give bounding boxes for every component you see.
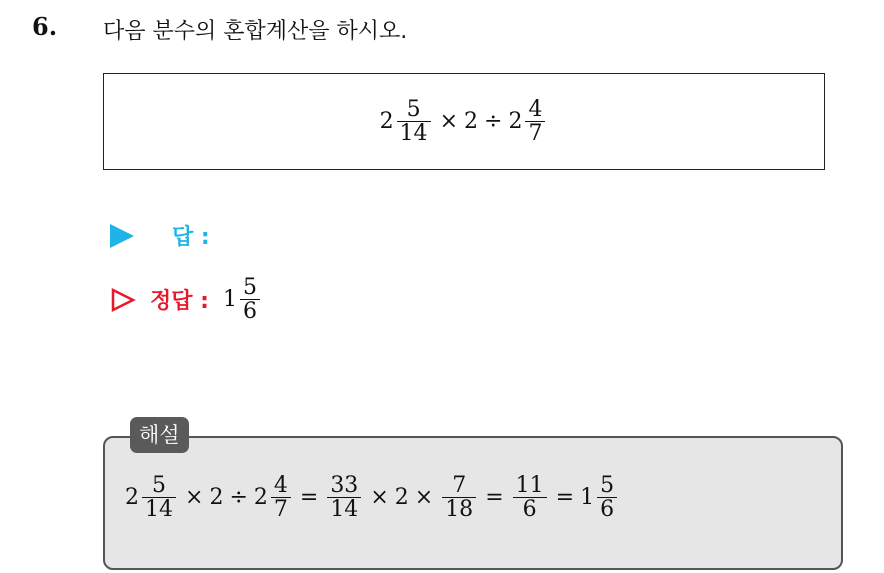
sol-denominator: 18 [445,497,474,523]
sol-fraction-1 [142,474,176,521]
sol-numerator: 33 [330,473,359,498]
expr-op-divide: ÷ [484,109,503,134]
sol-whole-2: 2 [253,484,268,510]
answer-row [110,220,210,251]
sol-integer: 2 [209,484,224,510]
expr-whole-2: 2 [508,108,523,134]
sol-fraction-3 [327,474,361,521]
expr-integer: 2 [464,108,478,134]
correct-answer-value [223,276,263,323]
sol-numerator: 7 [452,473,467,498]
sol-whole-6: 1 [580,484,595,510]
sol-op: × [414,485,434,511]
sol-op: ÷ [229,485,248,511]
correct-answer-label: 정답 : [150,289,209,315]
sol-op: × [185,485,204,511]
expression [380,98,549,145]
question-text: 다음 분수의 혼합계산을 하시오. [103,19,408,44]
sol-denominator: 14 [145,497,173,523]
sol-whole-1: 2 [125,484,139,510]
expr-denominator-1: 14 [399,121,428,146]
sol-fraction-5 [513,474,547,521]
sol-integer: 2 [394,484,409,510]
sol-equals: = [555,485,575,511]
sol-denominator: 6 [522,497,537,523]
correct-fraction [240,276,260,323]
outline-triangle-icon [110,287,136,313]
solution-expression [125,474,620,521]
problem-number: 6. [32,12,58,41]
expr-numerator-2: 4 [528,96,543,122]
answer-label: 답 : [172,225,210,250]
sol-numerator: 5 [152,473,166,498]
sol-numerator: 5 [600,473,615,498]
correct-answer-row [110,276,263,323]
sol-equals: = [485,485,504,511]
sol-equals: = [299,485,319,511]
sol-numerator: 4 [273,473,288,498]
sol-denominator: 7 [273,497,288,523]
filled-triangle-icon [110,224,134,248]
sol-op: × [370,485,389,511]
expr-denominator-2: 7 [528,121,543,146]
sol-fraction-6 [597,474,617,521]
sol-denominator: 14 [330,497,359,523]
expr-fraction-1 [397,98,431,145]
expr-whole-1: 2 [379,108,394,134]
sol-fraction-4 [442,474,476,521]
solution-tag: 해설 [130,417,189,453]
expr-numerator-1: 5 [406,96,421,122]
sol-fraction-2 [271,474,291,521]
expr-fraction-2 [525,98,545,145]
correct-whole: 1 [222,286,237,312]
correct-numerator: 5 [242,275,257,300]
sol-numerator: 11 [515,473,544,498]
correct-denominator: 6 [242,299,257,325]
expr-op-times: × [439,109,458,134]
sol-denominator: 6 [600,497,615,523]
expression-box [103,73,825,170]
